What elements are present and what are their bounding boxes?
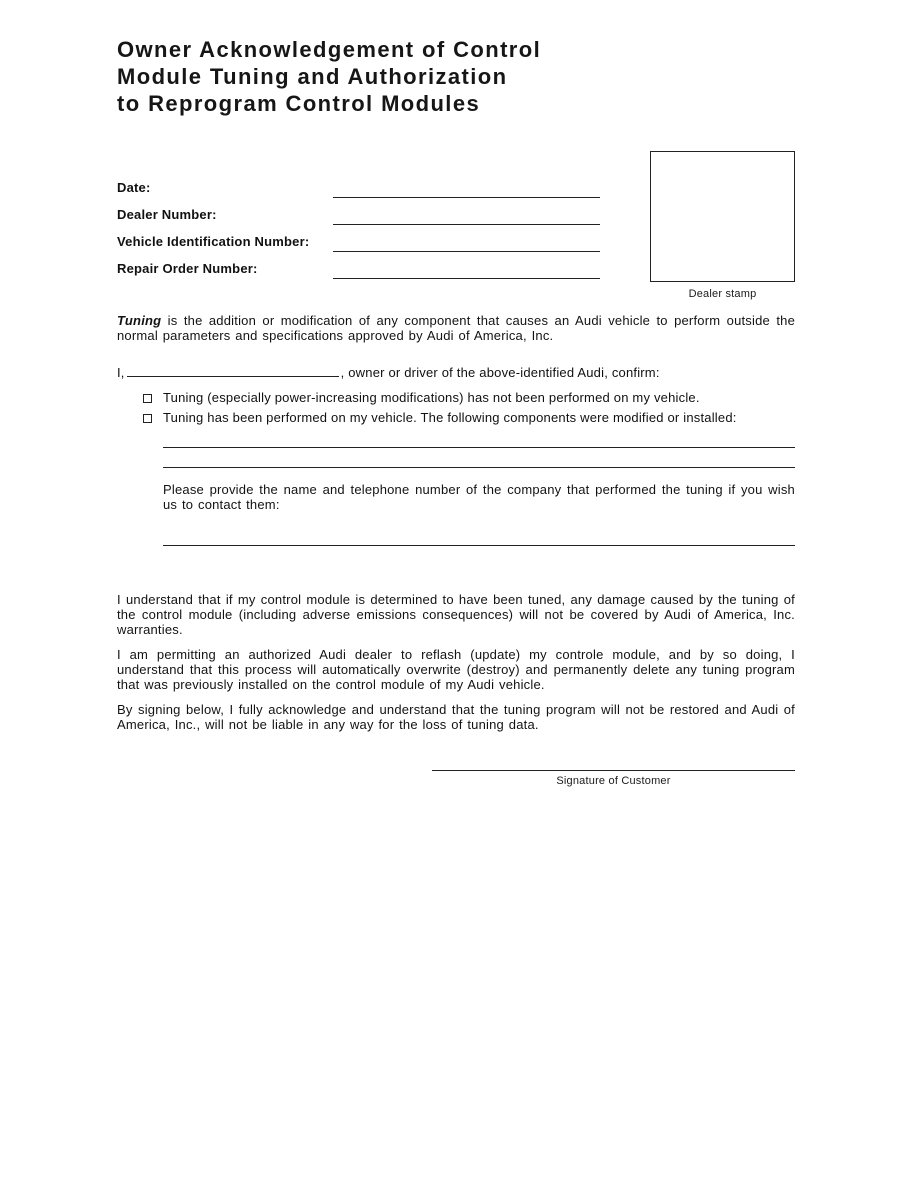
date-input-line[interactable]	[333, 178, 600, 198]
option-no-tuning-label: Tuning (especially power-increasing modifications) has not been performed on my vehicle.	[163, 390, 700, 405]
document-title	[117, 36, 795, 117]
legal-paragraphs	[117, 592, 795, 732]
dealer-number-label: Dealer Number:	[117, 207, 217, 222]
company-contact-input-line[interactable]	[163, 512, 795, 546]
legal-paragraph-2: I am permitting an authorized Audi dealer to reflash (update) my controle module, and by so doing, I understand that this process will automatically overwrite (destroy) and permanently delete any tuning program that was previously installed on the control module of my Audi vehicle.	[117, 647, 795, 692]
document-title-line-1: Owner Acknowledgement of Control	[117, 37, 542, 62]
document-title-line-3: to Reprogram Control Modules	[117, 91, 481, 116]
owner-confirm-line	[117, 363, 795, 382]
confirm-suffix: , owner or driver of the above-identified Audi, confirm:	[340, 365, 660, 380]
dealer-stamp-label: Dealer stamp	[688, 288, 757, 300]
components-input-line-1[interactable]	[163, 428, 795, 448]
components-input-line-2[interactable]	[163, 448, 795, 468]
option-no-tuning	[117, 388, 795, 408]
confirm-prefix: I,	[117, 365, 125, 380]
date-label: Date:	[117, 180, 151, 195]
legal-paragraph-1: I understand that if my control module is determined to have been tuned, any damage caused by the tuning of the control module (including adverse emissions consequences) will not be covered by Audi of America, Inc. warranties.	[117, 592, 795, 637]
option-tuning-performed	[117, 408, 795, 428]
tuning-definition-paragraph	[117, 313, 795, 343]
field-row-date	[117, 171, 657, 198]
header-fields	[117, 171, 657, 279]
signature-input-line[interactable]	[432, 770, 795, 771]
option-tuning-performed-label: Tuning has been performed on my vehicle. The following components were modified or installed:	[163, 410, 737, 425]
tuning-term: Tuning	[117, 313, 162, 328]
dealer-number-input-line[interactable]	[333, 205, 600, 225]
owner-name-input-line[interactable]	[127, 363, 339, 377]
field-row-dealer-number	[117, 198, 657, 225]
dealer-stamp-box	[650, 151, 795, 282]
vin-label: Vehicle Identification Number:	[117, 234, 310, 249]
legal-paragraph-3: By signing below, I fully acknowledge and understand that the tuning program will not be restored and Audi of America, Inc., will not be liable in any way for the loss of tuning data.	[117, 702, 795, 732]
checkbox-icon[interactable]	[143, 414, 152, 423]
field-row-vin	[117, 225, 657, 252]
contact-note-paragraph: Please provide the name and telephone number of the company that performed the tuning if you wish us to contact them:	[163, 482, 795, 512]
modified-components-lines	[163, 428, 795, 468]
tuning-definition-text: is the addition or modification of any component that causes an Audi vehicle to perform outside the normal parameters and specifications approved by Audi of America, Inc.	[117, 313, 795, 343]
repair-order-label: Repair Order Number:	[117, 261, 258, 276]
signature-caption: Signature of Customer	[556, 775, 671, 787]
checkbox-icon[interactable]	[143, 394, 152, 403]
tuning-options-list	[117, 388, 795, 428]
field-row-repair-order	[117, 252, 657, 279]
vin-input-line[interactable]	[333, 232, 600, 252]
document-title-line-2: Module Tuning and Authorization	[117, 64, 508, 89]
signature-block	[432, 770, 795, 787]
repair-order-input-line[interactable]	[333, 259, 600, 279]
